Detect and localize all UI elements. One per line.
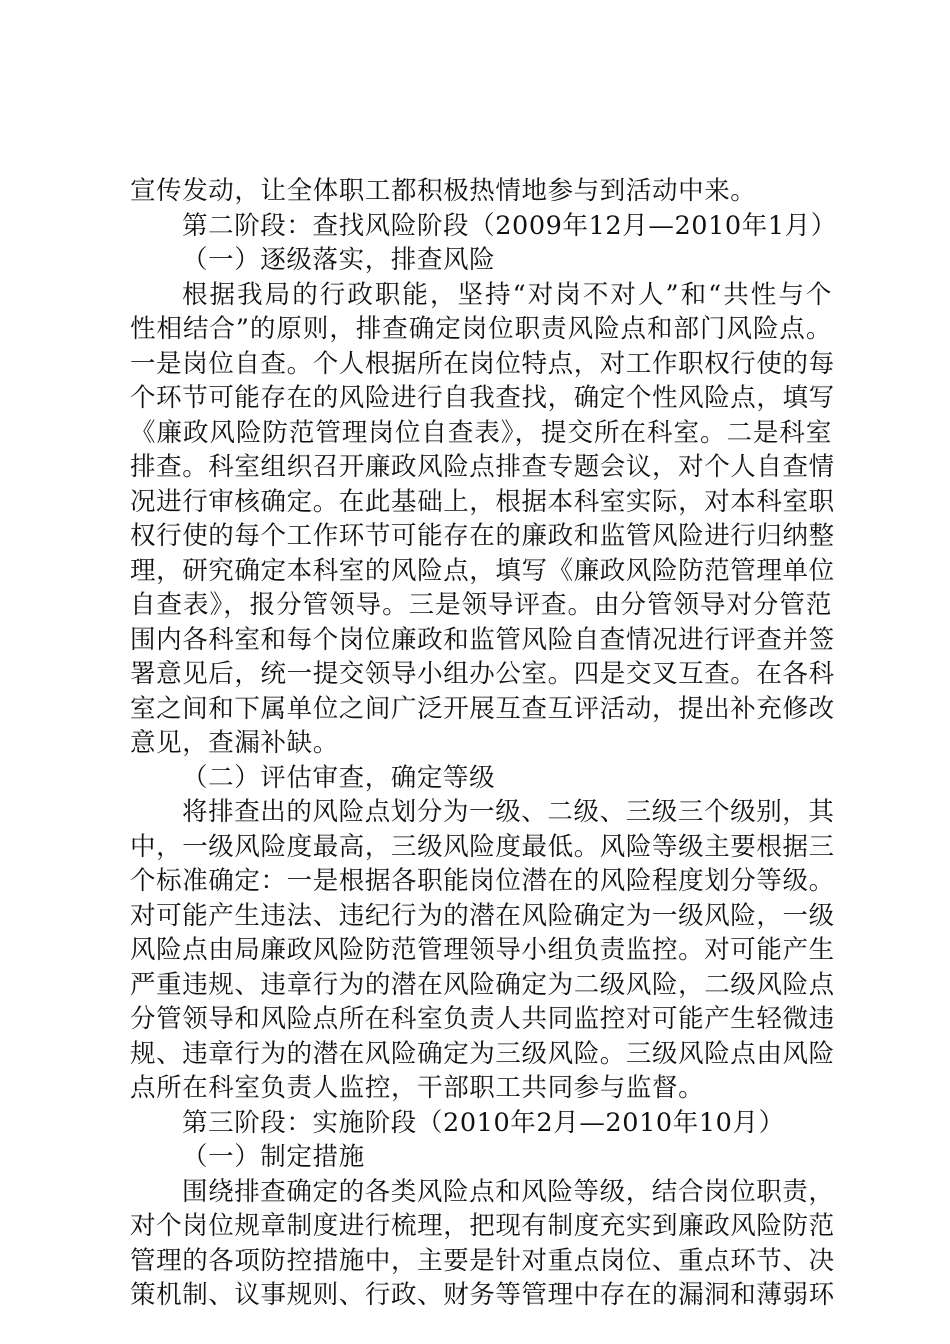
paragraph-line: 署意见后，统一提交领导小组办公室。四是交叉互查。在各科 (130, 659, 835, 689)
paragraph-line: 意见，查漏补缺。 (130, 728, 339, 758)
paragraph-line: 个标准确定：一是根据各职能岗位潜在的风险程度划分等级。 (130, 866, 835, 896)
paragraph-line: 《廉政风险防范管理岗位自查表》，提交所在科室。二是科室 (130, 417, 832, 448)
paragraph-line: 个环节可能存在的风险进行自我查找，确定个性风险点，填写 (130, 383, 835, 413)
paragraph-line: 中，一级风险度最高，三级风险度最低。风险等级主要根据三 (130, 831, 835, 862)
paragraph-line: 点所在科室负责人监控，干部职工共同参与监督。 (130, 1073, 705, 1103)
paragraph-line: 策机制、议事规则、行政、财务等管理中存在的漏洞和薄弱环 (130, 1280, 835, 1310)
paragraph-line: 对个岗位规章制度进行梳理，把现有制度充实到廉政风险防范 (130, 1211, 835, 1241)
paragraph-line: 权行使的每个工作环节可能存在的廉政和监管风险进行归纳整 (130, 521, 835, 551)
paragraph-line: 风险点由局廉政风险防范管理领导小组负责监控。对可能产生 (130, 935, 835, 965)
paragraph-line: 规、违章行为的潜在风险确定为三级风险。三级风险点由风险 (130, 1038, 835, 1069)
paragraph-line: 围绕排查确定的各类风险点和风险等级，结合岗位职责， (182, 1176, 835, 1207)
paragraph-line: 将排查出的风险点划分为一级、二级、三级三个级别，其 (182, 797, 835, 827)
paragraph-line: 宣传发动，让全体职工都积极热情地参与到活动中来。 (130, 176, 757, 206)
section-heading: （一）制定措施 (182, 1142, 365, 1172)
section-heading: （一）逐级落实，排查风险 (182, 245, 496, 275)
paragraph-line: 严重违规、违章行为的潜在风险确定为二级风险，二级风险点 (130, 969, 835, 1000)
paragraph-line: 根据我局的行政职能，坚持“对岗不对人”和“共性与个 (182, 279, 832, 310)
paragraph-line: 分管领导和风险点所在科室负责人共同监控对可能产生轻微违 (130, 1004, 835, 1034)
paragraph-line: 自查表》，报分管领导。三是领导评查。由分管领导对分管范 (130, 590, 832, 620)
document-page (130, 174, 837, 1313)
section-heading: （二）评估审查，确定等级 (182, 762, 496, 793)
paragraph-line: 性相结合”的原则，排查确定岗位职责风险点和部门风险点。 (130, 314, 832, 344)
stage-heading: 第三阶段：实施阶段（2010年2月—2010年10月） (182, 1107, 785, 1138)
paragraph-line: 室之间和下属单位之间广泛开展互查互评活动，提出补充修改 (130, 693, 835, 724)
paragraph-line: 排查。科室组织召开廉政风险点排查专题会议，对个人自查情 (130, 452, 835, 482)
paragraph-line: 况进行审核确定。在此基础上，根据本科室实际，对本科室职 (130, 486, 835, 517)
paragraph-line: 管理的各项防控措施中，主要是针对重点岗位、重点环节、决 (130, 1245, 835, 1276)
paragraph-line: 理，研究确定本科室的风险点，填写《廉政风险防范管理单位 (130, 555, 835, 586)
paragraph-line: 对可能产生违法、违纪行为的潜在风险确定为一级风险，一级 (130, 900, 835, 931)
paragraph-line: 围内各科室和每个岗位廉政和监管风险自查情况进行评查并签 (130, 624, 835, 655)
paragraph-line: 一是岗位自查。个人根据所在岗位特点，对工作职权行使的每 (130, 348, 835, 379)
stage-heading: 第二阶段：查找风险阶段（2009年12月—2010年1月） (182, 210, 837, 241)
